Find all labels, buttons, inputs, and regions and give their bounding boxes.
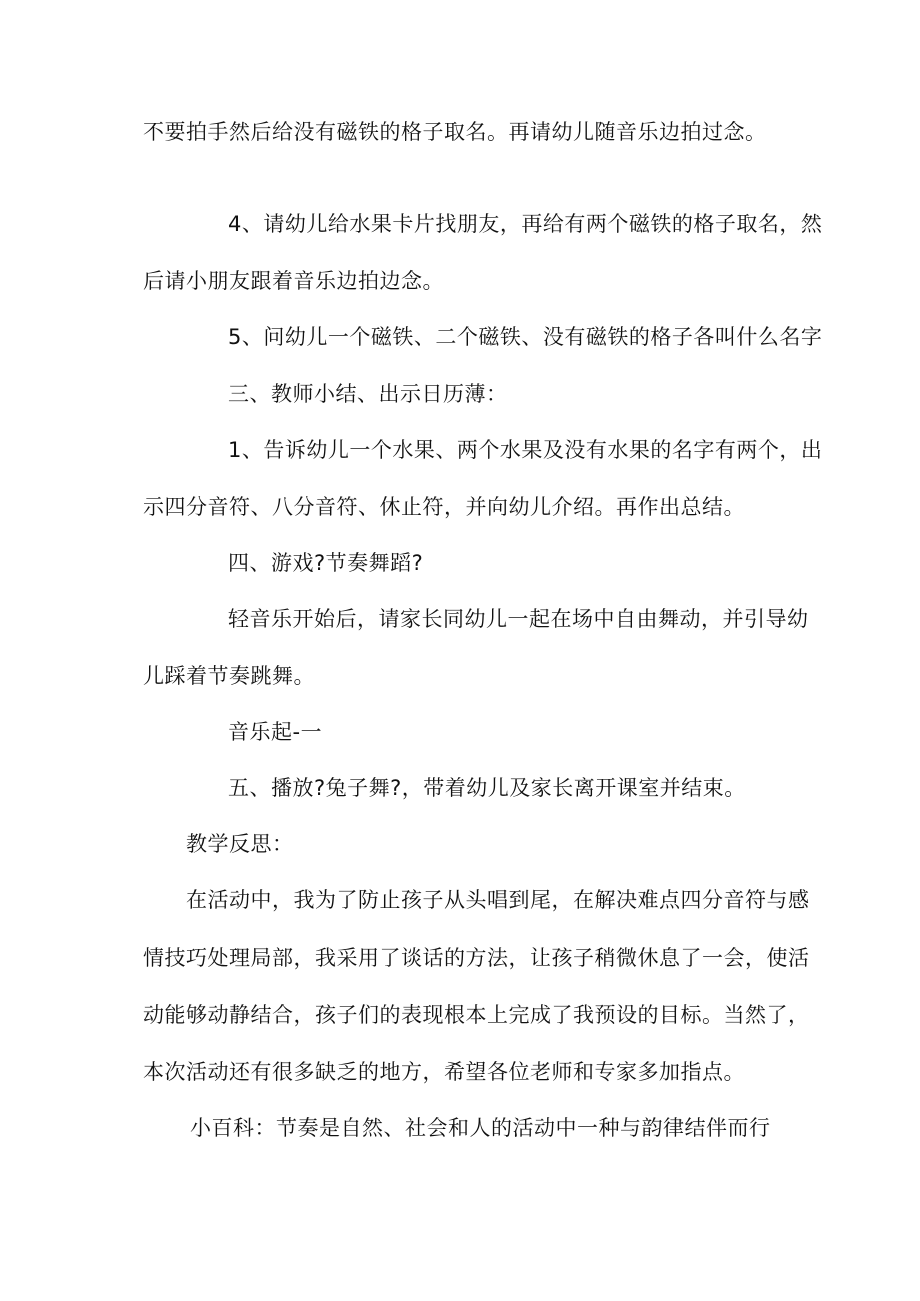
text-line: 在活动中，我为了防止孩子从头唱到尾，在解决难点四分音符与感 [186, 888, 810, 912]
text-line: 小百科：节奏是自然、社会和人的活动中一种与韵律结伴而行 [190, 1116, 771, 1140]
text-line: 音乐起-一 [228, 720, 323, 744]
section-heading: 教学反思： [186, 832, 294, 856]
text-line: 儿踩着节奏跳舞。 [143, 664, 315, 688]
text-line: 1、告诉幼儿一个水果、两个水果及没有水果的名字有两个，出 [228, 438, 823, 462]
text-line: 后请小朋友跟着音乐边拍边念。 [143, 269, 444, 293]
section-heading: 五、播放?兔子舞?，带着幼儿及家长离开课室并结束。 [228, 776, 746, 800]
text-line: 不要拍手然后给没有磁铁的格子取名。再请幼儿随音乐边拍过念。 [143, 120, 767, 144]
text-line: 4、请幼儿给水果卡片找朋友，再给有两个磁铁的格子取名，然 [228, 212, 823, 236]
text-line: 情技巧处理局部，我采用了谈话的方法，让孩子稍微休息了一会，使活 [143, 946, 810, 970]
text-line: 本次活动还有很多缺乏的地方，希望各位老师和专家多加指点。 [143, 1060, 745, 1084]
section-heading: 四、游戏?节奏舞蹈? [228, 551, 424, 575]
section-heading: 三、教师小结、出示日历薄： [228, 382, 508, 406]
text-line: 5、问幼儿一个磁铁、二个磁铁、没有磁铁的格子各叫什么名字 [228, 325, 823, 349]
text-line: 轻音乐开始后，请家长同幼儿一起在场中自由舞动，并引导幼 [228, 607, 809, 631]
text-line: 动能够动静结合，孩子们的表现根本上完成了我预设的目标。当然了， [143, 1003, 810, 1027]
text-line: 示四分音符、八分音符、休止符，并向幼儿介绍。再作出总结。 [143, 495, 745, 519]
